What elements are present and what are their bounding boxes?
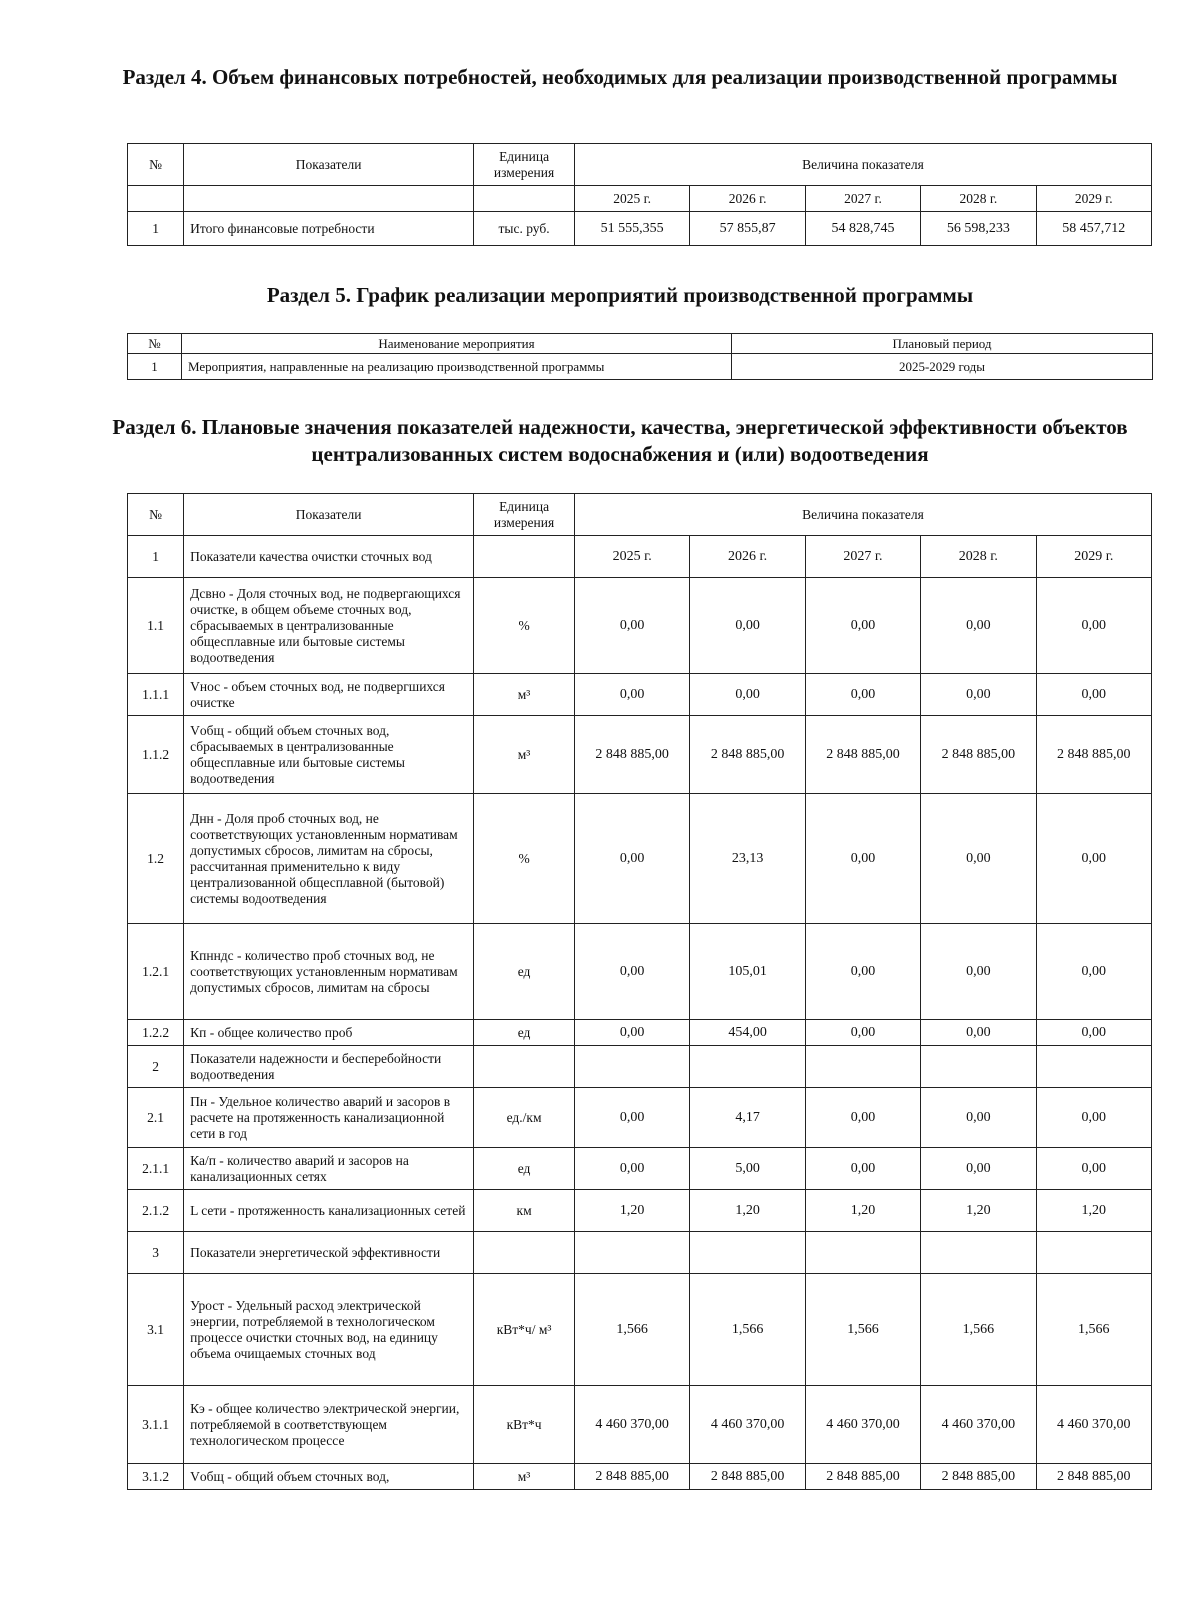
table-row	[128, 1232, 1152, 1274]
empty-cell	[184, 186, 474, 212]
row-value	[921, 1046, 1036, 1088]
table-row	[128, 1148, 1152, 1190]
row-num: 1.2	[128, 794, 184, 924]
row-name: Показатели энергетической эффективности	[184, 1232, 474, 1274]
row-value	[574, 1046, 689, 1088]
empty-cell	[128, 186, 184, 212]
row-name: Vнос - объем сточных вод, не подвергшихся очистке	[184, 674, 474, 716]
row-unit	[474, 1232, 575, 1274]
row-num: 2.1.2	[128, 1190, 184, 1232]
row-num: 1.1.1	[128, 674, 184, 716]
row-unit	[474, 1046, 575, 1088]
row-num: 1.2.1	[128, 924, 184, 1020]
row-value: 1,20	[1036, 1190, 1151, 1232]
header-value: Величина показателя	[574, 494, 1151, 536]
header-num: №	[128, 334, 182, 354]
row-unit: ед	[474, 924, 575, 1020]
row-num: 3	[128, 1232, 184, 1274]
year-header: 2028 г.	[921, 186, 1036, 212]
table-row	[128, 1088, 1152, 1148]
row-value: 0,00	[574, 1088, 689, 1148]
row-value: 0,00	[574, 1148, 689, 1190]
row-value: 0,00	[921, 924, 1036, 1020]
table-row	[128, 1046, 1152, 1088]
row-name: Мероприятия, направленные на реализацию производственной программы	[182, 354, 732, 380]
table-row	[128, 354, 1153, 380]
row-unit: тыс. руб.	[474, 212, 575, 246]
row-value: 0,00	[805, 794, 920, 924]
row-value	[921, 1232, 1036, 1274]
row-value: 2 848 885,00	[690, 716, 805, 794]
section-6-body	[128, 536, 1152, 1490]
row-value: 2 848 885,00	[921, 1464, 1036, 1490]
row-name: Vобщ - общий объем сточных вод,	[184, 1464, 474, 1490]
row-value: 0,00	[574, 794, 689, 924]
row-value	[805, 1046, 920, 1088]
row-unit: кВт*ч	[474, 1386, 575, 1464]
row-value: 1,20	[921, 1190, 1036, 1232]
row-value: 0,00	[1036, 794, 1151, 924]
empty-cell	[474, 186, 575, 212]
row-value: 0,00	[805, 1020, 920, 1046]
row-name: Урост - Удельный расход электрической энергии, потребляемой в технологическом процессе очистки сточных вод, на единицу объема очищаемых сточных вод	[184, 1274, 474, 1386]
header-period: Плановый период	[732, 334, 1153, 354]
row-value: 2026 г.	[690, 536, 805, 578]
section-6-title: Раздел 6. Плановые значения показателей надежности, качества, энергетической эффективности объектов централизованных систем водоснабжения и (или) водоотведения	[112, 415, 1128, 466]
row-value: 1,566	[1036, 1274, 1151, 1386]
row-unit: км	[474, 1190, 575, 1232]
row-value: 1,566	[921, 1274, 1036, 1386]
row-name: Кэ - общее количество электрической энергии, потребляемой в соответствующем технологическом процессе	[184, 1386, 474, 1464]
header-value: Величина показателя	[574, 144, 1151, 186]
table-row	[128, 536, 1152, 578]
row-num: 1	[128, 536, 184, 578]
table-row	[128, 212, 1152, 246]
row-name: Итого финансовые потребности	[184, 212, 474, 246]
row-value: 1,566	[574, 1274, 689, 1386]
row-num: 3.1	[128, 1274, 184, 1386]
row-value: 2 848 885,00	[1036, 1464, 1151, 1490]
row-value: 2 848 885,00	[805, 716, 920, 794]
row-name: Кпнндс - количество проб сточных вод, не соответствующих установленным нормативам допустимых сбросов, лимитам на сбросы	[184, 924, 474, 1020]
table-row	[128, 716, 1152, 794]
header-indicator: Показатели	[184, 494, 474, 536]
row-value: 0,00	[1036, 578, 1151, 674]
row-value: 2 848 885,00	[1036, 716, 1151, 794]
row-value: 0,00	[574, 674, 689, 716]
row-value: 0,00	[574, 1020, 689, 1046]
row-num: 3.1.1	[128, 1386, 184, 1464]
row-value: 1,20	[574, 1190, 689, 1232]
row-name: Пн - Удельное количество аварий и засоров в расчете на протяженность канализационной сети в год	[184, 1088, 474, 1148]
year-header: 2029 г.	[1036, 186, 1151, 212]
table-row	[128, 1190, 1152, 1232]
row-value: 0,00	[921, 794, 1036, 924]
table-row	[128, 924, 1152, 1020]
row-num: 1	[128, 354, 182, 380]
row-value: 1,566	[805, 1274, 920, 1386]
row-value: 0,00	[1036, 1148, 1151, 1190]
row-name: Дсвно - Доля сточных вод, не подвергающихся очистке, в общем объеме сточных вод, сбрасываемых в централизованные общесплавные или бытовые системы водоотведения	[184, 578, 474, 674]
row-num: 2	[128, 1046, 184, 1088]
row-value: 58 457,712	[1036, 212, 1151, 246]
row-value: 4 460 370,00	[690, 1386, 805, 1464]
section-5-title: Раздел 5. График реализации мероприятий производственной программы	[266, 283, 974, 307]
row-value: 4 460 370,00	[1036, 1386, 1151, 1464]
row-value: 0,00	[921, 1148, 1036, 1190]
row-value: 0,00	[921, 1020, 1036, 1046]
row-value: 2025 г.	[574, 536, 689, 578]
row-value: 0,00	[805, 674, 920, 716]
section-5-table	[127, 333, 1153, 380]
row-value: 0,00	[921, 1088, 1036, 1148]
header-num: №	[128, 144, 184, 186]
row-value: 4 460 370,00	[574, 1386, 689, 1464]
row-value: 0,00	[921, 578, 1036, 674]
row-value	[1036, 1232, 1151, 1274]
year-header: 2026 г.	[690, 186, 805, 212]
row-value: 0,00	[690, 578, 805, 674]
row-unit: м³	[474, 716, 575, 794]
header-num: №	[128, 494, 184, 536]
row-value: 0,00	[574, 578, 689, 674]
table-row	[128, 1274, 1152, 1386]
row-value	[805, 1232, 920, 1274]
row-value: 454,00	[690, 1020, 805, 1046]
row-value: 51 555,355	[574, 212, 689, 246]
row-value: 1,20	[805, 1190, 920, 1232]
row-value	[1036, 1046, 1151, 1088]
row-value: 0,00	[1036, 674, 1151, 716]
row-num: 1.1.2	[128, 716, 184, 794]
row-value: 1,20	[690, 1190, 805, 1232]
row-value: 2027 г.	[805, 536, 920, 578]
row-value: 0,00	[1036, 1020, 1151, 1046]
row-value: 0,00	[805, 1148, 920, 1190]
row-unit: м³	[474, 1464, 575, 1490]
row-value: 23,13	[690, 794, 805, 924]
row-value	[690, 1046, 805, 1088]
table-row	[128, 578, 1152, 674]
table-row	[128, 674, 1152, 716]
section-4-table	[127, 143, 1152, 246]
row-value: 2028 г.	[921, 536, 1036, 578]
row-value: 0,00	[1036, 924, 1151, 1020]
row-value: 1,566	[690, 1274, 805, 1386]
row-name: Показатели качества очистки сточных вод	[184, 536, 474, 578]
row-value: 0,00	[805, 924, 920, 1020]
row-value: 57 855,87	[690, 212, 805, 246]
row-unit	[474, 536, 575, 578]
row-value: 2 848 885,00	[921, 716, 1036, 794]
row-value: 0,00	[690, 674, 805, 716]
row-num: 1	[128, 212, 184, 246]
row-unit: кВт*ч/ м³	[474, 1274, 575, 1386]
table-row	[128, 1020, 1152, 1046]
row-value: 2 848 885,00	[690, 1464, 805, 1490]
row-value	[574, 1232, 689, 1274]
row-value: 0,00	[574, 924, 689, 1020]
row-num: 1.1	[128, 578, 184, 674]
row-value: 0,00	[805, 1088, 920, 1148]
row-unit: %	[474, 794, 575, 924]
row-value: 105,01	[690, 924, 805, 1020]
table-row	[128, 1386, 1152, 1464]
section-4-title: Раздел 4. Объем финансовых потребностей, необходимых для реализации производственной программы	[122, 65, 1118, 89]
row-value: 4 460 370,00	[921, 1386, 1036, 1464]
row-value: 4 460 370,00	[805, 1386, 920, 1464]
row-name: Ка/п - количество аварий и засоров на канализационных сетях	[184, 1148, 474, 1190]
row-unit: ед	[474, 1148, 575, 1190]
row-name: Днн - Доля проб сточных вод, не соответствующих установленным нормативам допустимых сбросов, лимитам на сбросы, рассчитанная применительно к виду централизованной общесплавной (бытовой) системы водоотведения	[184, 794, 474, 924]
year-header: 2027 г.	[805, 186, 920, 212]
row-value: 2029 г.	[1036, 536, 1151, 578]
row-num: 3.1.2	[128, 1464, 184, 1490]
row-num: 1.2.2	[128, 1020, 184, 1046]
row-value: 2 848 885,00	[574, 1464, 689, 1490]
row-num: 2.1	[128, 1088, 184, 1148]
row-value: 56 598,233	[921, 212, 1036, 246]
row-unit: ед./км	[474, 1088, 575, 1148]
year-header: 2025 г.	[574, 186, 689, 212]
row-name: Кп - общее количество проб	[184, 1020, 474, 1046]
table-row	[128, 1464, 1152, 1490]
row-value: 2 848 885,00	[574, 716, 689, 794]
row-value	[690, 1232, 805, 1274]
row-period: 2025-2029 годы	[732, 354, 1153, 380]
header-indicator: Показатели	[184, 144, 474, 186]
row-unit: м³	[474, 674, 575, 716]
header-name: Наименование мероприятия	[182, 334, 732, 354]
row-value: 4,17	[690, 1088, 805, 1148]
row-num: 2.1.1	[128, 1148, 184, 1190]
row-value: 54 828,745	[805, 212, 920, 246]
header-unit: Единица измерения	[474, 144, 575, 186]
row-value: 0,00	[1036, 1088, 1151, 1148]
row-unit: %	[474, 578, 575, 674]
row-value: 2 848 885,00	[805, 1464, 920, 1490]
row-name: L сети - протяженность канализационных сетей	[184, 1190, 474, 1232]
header-unit: Единица измерения	[474, 494, 575, 536]
row-name: Vобщ - общий объем сточных вод, сбрасываемых в централизованные общесплавные или бытовые системы водоотведения	[184, 716, 474, 794]
row-value: 0,00	[921, 674, 1036, 716]
row-value: 0,00	[805, 578, 920, 674]
row-unit: ед	[474, 1020, 575, 1046]
row-name: Показатели надежности и бесперебойности водоотведения	[184, 1046, 474, 1088]
table-row	[128, 794, 1152, 924]
row-value: 5,00	[690, 1148, 805, 1190]
section-6-table	[127, 493, 1152, 1490]
